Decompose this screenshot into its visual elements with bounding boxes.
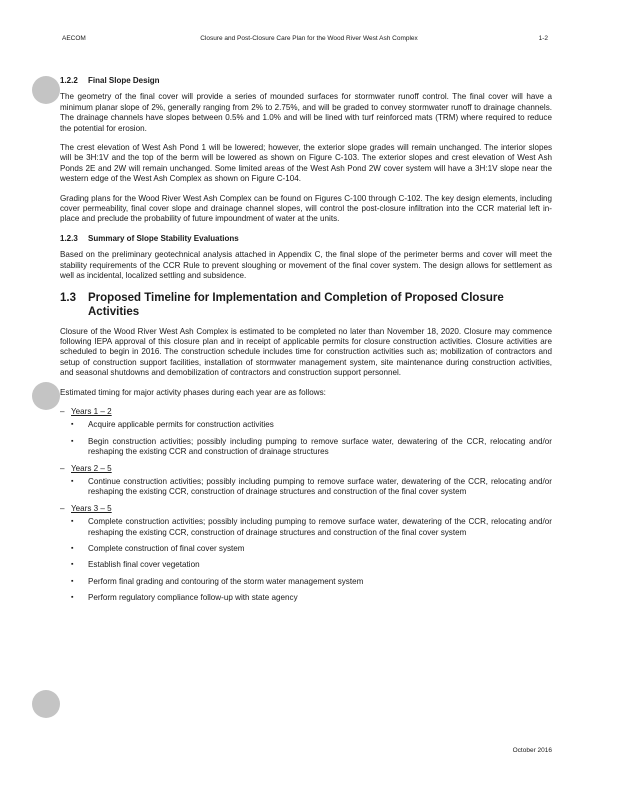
phase-label: – Years 2 – 5 [60,463,112,473]
header-title: Closure and Post-Closure Care Plan for the Wood River West Ash Complex [200,35,418,42]
list-item: ▪ Acquire applicable permits for construction activities [88,420,552,430]
list-item: ▪ Perform final grading and contouring of the storm water management system [88,577,552,587]
paragraph: Estimated timing for major activity phases during each year are as follows: [60,387,326,397]
list-item: ▪ Complete construction activities; possibly including pumping to remove surface water, dewatering of the CCR, relocating and/or reshaping the existing CCR, construction of drainage structures and construction of the final cover system [88,517,552,538]
footer-date: October 2016 [512,747,552,754]
section-1-2-2-heading [60,76,552,86]
list-item: ▪ Perform regulatory compliance follow-up with state agency [88,593,552,603]
section-title: Summary of Slope Stability Evaluations [88,233,239,243]
list-item: ▪ Continue construction activities; possibly including pumping to remove surface water, dewatering of the CCR, relocating and/or reshaping the existing CCR, construction of drainage structures and construction of the final cover system [88,477,552,498]
document-body [60,76,552,610]
phase-label: – Years 3 – 5 [60,503,112,513]
phase-list [60,517,552,603]
paragraph: Grading plans for the Wood River West Ash Complex can be found on Figures C-100 through C-102. The key design elements, including cover permeability, final cover slope and drainage channel slopes, will control the post-closure infiltration into the CCR material left in-place and preclude the probability of future impoundment of water at the units. [60,193,552,224]
phase-list [60,420,552,457]
header-page-number: 1-2 [538,35,548,42]
section-number: 1.2.3 [60,233,78,243]
paragraph: Based on the preliminary geotechnical analysis attached in Appendix C, the final slope of the perimeter berms and cover will meet the stability requirements of the CCR Rule to prevent sloughing or movement of the final cover system. The design allows for settlement as well as incidental, localized settling and subsidence. [60,250,552,281]
phase-label: – Years 1 – 2 [60,406,112,416]
section-title: Proposed Timeline for Implementation and Completion of Proposed Closure Activities [88,291,504,318]
section-title: Final Slope Design [88,76,160,85]
phase-list [60,477,552,498]
header-company: AECOM [62,35,86,42]
punch-hole-bottom [32,690,60,718]
punch-hole-middle [32,382,60,410]
paragraph: The geometry of the final cover will provide a series of mounded surfaces for stormwater runoff control. The final cover will have a minimum planar slope of 2%, generally ranging from 2% to 2.75%, and will be graded to convey stormwater runoff to drainage channels. The drainage channels have slopes between 0.5% and 1.0% and will be lined with turf reinforced mats (TRM) where required to reduce the potential for erosion. [60,92,552,133]
section-number: 1.3 [60,291,76,304]
paragraph: The crest elevation of West Ash Pond 1 will be lowered; however, the exterior slope grades will remain unchanged. The interior slopes will be 3H:1V and the top of the berm will be lowered as shown on Figure C-103. The exterior slopes and crest elevation of West Ash Ponds 2E and 2W will remain unchanged. Some limited areas of the West Ash Pond 2W cover system will have a 3H:1V slope near the western edge of the West Ash Complex as shown on Figure C-104. [60,143,552,184]
section-1-3-heading [60,291,552,319]
list-item: ▪ Begin construction activities; possibly including pumping to remove surface water, dewatering of the CCR, relocating and/or reshaping the existing CCR and construction of drainage structures [88,437,552,458]
section-1-2-3-heading [60,234,552,244]
punch-hole-top [32,76,60,104]
list-item: ▪ Complete construction of final cover system [88,544,552,554]
section-number: 1.2.2 [60,76,78,85]
list-item: ▪ Establish final cover vegetation [88,560,552,570]
paragraph: Closure of the Wood River West Ash Complex is estimated to be completed no later than November 18, 2020. Closure may commence following IEPA approval of this closure plan and in receipt of applicable permits for closure construction activities. Closure activities are scheduled to begin in 2016. The construction schedule includes time for construction activities such as; mobilization of contractors and setup of construction support facilities, installation of stormwater management system, site maintenance during construction activities, and seasonal shutdowns and demobilization of contractors and construction support personnel. [60,326,552,378]
